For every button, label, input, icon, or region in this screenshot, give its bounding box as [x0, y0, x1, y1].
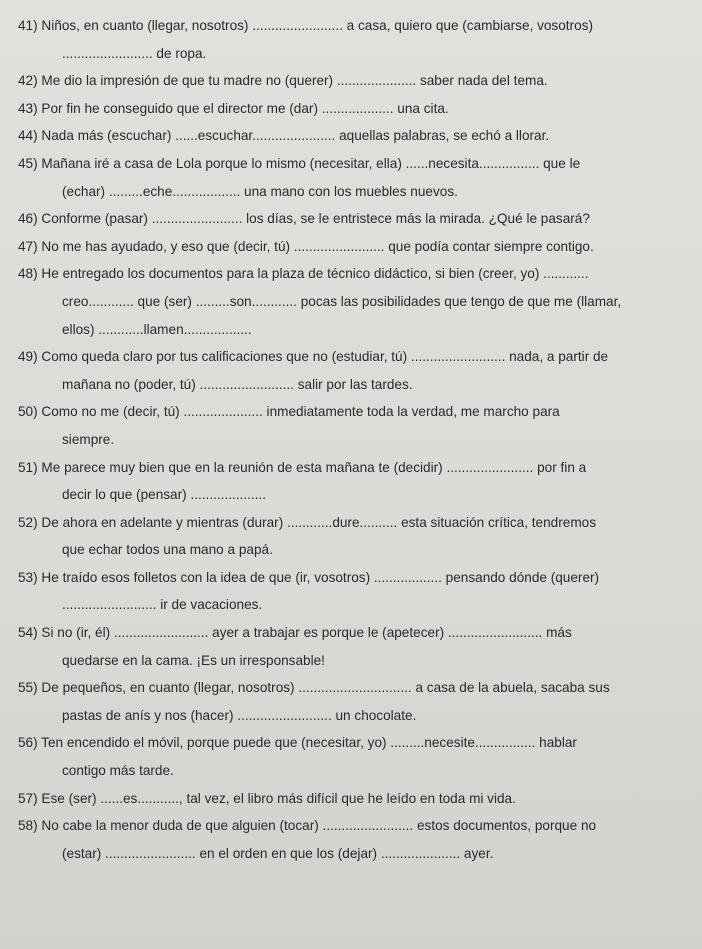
exercise-item — [18, 150, 658, 205]
exercise-text: 47) No me has ayudado, y eso que (decir, tú) ........................ que podía contar siempre contigo. — [18, 238, 594, 254]
exercise-text-continued: quedarse en la cama. ¡Es un irresponsable! — [62, 652, 325, 668]
exercise-text-continued: (echar) .........eche.................. una mano con los muebles nuevos. — [62, 183, 458, 199]
exercise-text-continued: siempre. — [62, 431, 115, 447]
exercise-text-continued: mañana no (poder, tú) ......................... salir por las tardes. — [62, 376, 413, 392]
exercise-item — [18, 729, 658, 784]
exercise-text-continued: ellos) ............llamen.................. — [62, 321, 252, 337]
exercise-text: 41) Niños, en cuanto (llegar, nosotros) ........................ a casa, quiero que (cambiarse, vosotros) — [18, 18, 593, 33]
exercise-text: 52) De ahora en adelante y mientras (durar) ............dure.......... esta situación crítica, tendremos — [18, 514, 596, 530]
exercise-item — [18, 122, 658, 150]
exercise-text: 53) He traído esos folletos con la idea de que (ir, vosotros) .................. pensando dónde (querer) — [18, 569, 600, 585]
exercise-item — [18, 674, 658, 729]
exercise-text: 58) No cabe la menor duda de que alguien (tocar) ........................ estos documentos, porque no — [18, 818, 597, 834]
exercise-item — [18, 260, 658, 343]
exercise-text-continued: contigo más tarde. — [62, 763, 174, 779]
exercise-text: 43) Por fin he conseguido que el director me (dar) ................... una cita. — [18, 100, 449, 116]
exercise-text: 51) Me parece muy bien que en la reunión de esta mañana te (decidir) ....................... por fin a — [18, 459, 587, 475]
exercise-text: 48) He entregado los documentos para la plaza de técnico didáctico, si bien (creer, yo) ............ — [18, 266, 589, 282]
exercise-text: 42) Me dio la impresión de que tu madre no (querer) ..................... saber nada del tema. — [18, 73, 548, 89]
exercise-text-continued: (estar) ........................ en el orden en que los (dejar) ..................... ayer. — [62, 845, 494, 861]
exercise-item — [18, 619, 658, 674]
exercise-item — [18, 398, 658, 453]
exercise-text: 55) De pequeños, en cuanto (llegar, nosotros) .............................. a casa de la abuela, sacaba sus — [18, 680, 610, 696]
exercise-text: 54) Si no (ir, él) ......................... ayer a trabajar es porque le (apetecer) ......................... más — [18, 625, 572, 641]
exercise-item — [18, 233, 658, 261]
exercise-item — [18, 12, 658, 67]
exercise-text: 44) Nada más (escuchar) ......escuchar...................... aquellas palabras, se echó a llorar. — [18, 128, 550, 144]
exercise-text-continued: creo............ que (ser) .........son............ pocas las posibilidades que tengo de que me (llamar, — [62, 293, 622, 309]
exercise-item — [18, 95, 658, 123]
exercise-item — [18, 509, 658, 564]
exercise-text-continued: que echar todos una mano a papá. — [62, 542, 273, 558]
exercise-item — [18, 205, 658, 233]
exercise-list — [18, 12, 658, 867]
exercise-item — [18, 454, 658, 509]
exercise-item — [18, 564, 658, 619]
exercise-text-continued: pastas de anís y nos (hacer) ......................... un chocolate. — [62, 707, 417, 723]
exercise-item — [18, 67, 658, 95]
exercise-text: 50) Como no me (decir, tú) ..................... inmediatamente toda la verdad, me marcho para — [18, 404, 560, 420]
exercise-item — [18, 785, 658, 813]
exercise-item — [18, 343, 658, 398]
exercise-text: 45) Mañana iré a casa de Lola porque lo mismo (necesitar, ella) ......necesita................ que le — [18, 155, 581, 171]
exercise-text-continued: ........................ de ropa. — [62, 45, 207, 61]
exercise-text: 57) Ese (ser) ......es..........., tal vez, el libro más difícil que he leído en toda mi vida. — [18, 790, 516, 806]
exercise-text: 56) Ten encendido el móvil, porque puede que (necesitar, yo) .........necesite................ hablar — [18, 735, 577, 751]
exercise-text-continued: ......................... ir de vacaciones. — [62, 597, 263, 613]
exercise-text: 46) Conforme (pasar) ........................ los días, se le entristece más la mirada. ¿Qué le pasará? — [18, 211, 590, 227]
exercise-text-continued: decir lo que (pensar) .................... — [62, 487, 266, 503]
exercise-item — [18, 812, 658, 867]
exercise-text: 49) Como queda claro por tus calificaciones que no (estudiar, tú) ......................... nada, a partir de — [18, 349, 609, 365]
